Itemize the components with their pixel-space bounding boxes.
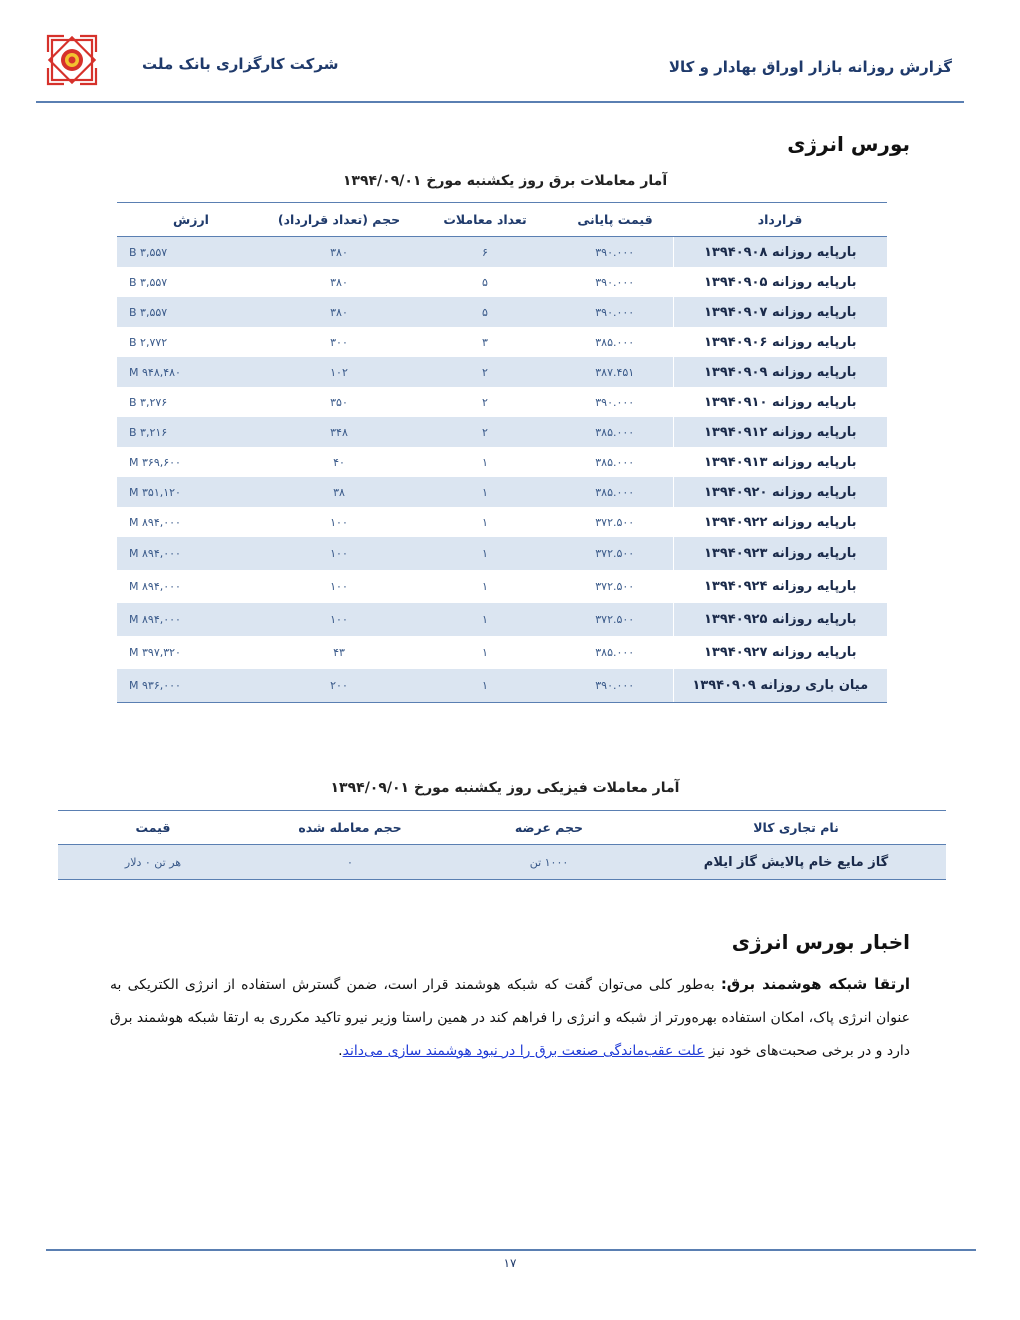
table-row [117,297,887,327]
cell-trade-count: ۵ [482,275,488,289]
cell-final-price: ۳۸۷.۴۵۱ [557,357,673,387]
cell-price: هر تن ۰ دلار [58,845,248,880]
col-header-contract: قرارداد [673,203,887,237]
news-body-text: به‌طور کلی می‌توان گفت که شبکه هوشمند قرار است، ضمن گسترش استفاده از انرژی الکتریکی به عنوان انرژی پاک، امکان استفاده بهره‌ورتر از شبکه و انرژی را فراهم کند در همین راستا وزیر نیرو تاکید مکرری به ارتقا شبکه هوشمند برق دارد و در برخی صحبت‌های خود نیز [110,977,910,1059]
cell-volume: ۴۳ [333,646,345,659]
cell-trade-count: ۳ [482,335,488,349]
cell-contract: بارپایه روزانه ۱۳۹۴۰۹۲۲ [673,507,887,537]
electricity-trades-table [117,202,887,703]
cell-contract: بارپایه روزانه ۱۳۹۴۰۹۰۵ [673,267,887,297]
cell-trade-count: ۲ [413,357,557,387]
section-title-energy-news: اخبار بورس انرژی [731,930,910,954]
company-logo-icon [44,32,100,88]
cell-trade-count: ۱ [413,669,557,703]
cell-final-price: ۳۷۲.۵۰۰ [595,580,635,593]
table-row [117,477,887,507]
table-row [117,570,887,603]
cell-value: ۲,۷۷۲ B [129,335,168,349]
cell-value: ۳,۲۱۶ B [117,417,265,447]
cell-trade-count: ۲ [413,417,557,447]
cell-volume: ۳۸۰ [330,275,348,289]
header-divider [36,101,964,103]
cell-final-price: ۳۹۰.۰۰۰ [557,297,673,327]
cell-volume: ۱۰۲ [265,357,413,387]
col-header-volume: حجم (تعداد قرارداد) [265,203,413,237]
cell-final-price: ۳۷۲.۵۰۰ [595,515,635,529]
cell-final-price: ۳۸۵.۰۰۰ [595,335,635,349]
cell-value: ۸۹۴,۰۰۰ M [129,515,181,529]
table-row [117,636,887,669]
cell-value: ۹۳۶,۰۰۰ M [117,669,265,703]
cell-contract: بارپایه روزانه ۱۳۹۴۰۹۰۶ [673,327,887,357]
col-header-supply-volume: حجم عرضه [452,811,646,845]
cell-contract: بارپایه روزانه ۱۳۹۴۰۹۲۰ [673,477,887,507]
cell-trade-count: ۵ [413,297,557,327]
electricity-table-caption: آمار معاملات برق روز یکشنبه مورخ ۱۳۹۴/۰۹/۰۱ [342,173,668,189]
cell-volume: ۴۰ [333,455,345,469]
cell-value: ۹۴۸,۴۸۰ M [117,357,265,387]
cell-value: ۳,۲۷۶ B [129,395,168,409]
section-title-energy-exchange: بورس انرژی [787,132,910,156]
cell-final-price: ۳۷۲.۵۰۰ [557,537,673,570]
cell-value: ۳۹۷,۳۲۰ M [129,646,181,659]
cell-commodity-name: گاز مایع خام پالایش گاز ایلام [646,845,946,880]
cell-trade-count: ۱ [482,455,488,469]
cell-contract: بارپایه روزانه ۱۳۹۴۰۹۰۷ [673,297,887,327]
cell-value: ۳,۵۵۷ B [129,275,168,289]
cell-traded-volume: ۰ [248,845,452,880]
cell-contract: بارپایه روزانه ۱۳۹۴۰۹۱۰ [673,387,887,417]
cell-final-price: ۳۹۰.۰۰۰ [595,275,635,289]
cell-contract: بارپایه روزانه ۱۳۹۴۰۹۰۸ [673,237,887,268]
table-row [117,387,887,417]
cell-trade-count: ۱ [413,537,557,570]
cell-final-price: ۳۸۵.۰۰۰ [595,455,635,469]
table-header-row [117,203,887,237]
cell-volume: ۳۸۰ [265,237,413,268]
cell-value: ۳,۵۵۷ B [117,237,265,268]
cell-supply-volume: ۱۰۰۰ تن [452,845,646,880]
cell-contract: بارپایه روزانه ۱۳۹۴۰۹۲۷ [673,636,887,669]
col-header-price: قیمت [58,811,248,845]
col-header-final-price: قیمت پایانی [557,203,673,237]
cell-trade-count: ۱ [482,580,488,593]
table-row [117,237,887,268]
cell-volume: ۱۰۰ [330,580,348,593]
col-header-traded-volume: حجم معامله شده [248,811,452,845]
cell-value: ۳۶۹,۶۰۰ M [129,455,181,469]
cell-contract: بارپایه روزانه ۱۳۹۴۰۹۲۵ [673,603,887,636]
table-row [117,447,887,477]
cell-trade-count: ۱ [482,515,488,529]
table-row [117,327,887,357]
news-end: . [338,1043,343,1059]
physical-table-caption: آمار معاملات فیزیکی روز یکشنبه مورخ ۱۳۹۴/۰۹/۰۱ [330,780,680,796]
table-row [117,603,887,636]
news-link[interactable]: علت عقب‌ماندگی صنعت برق را در نبود هوشمند سازی می‌داند [342,1043,705,1059]
cell-trade-count: ۱ [413,477,557,507]
cell-trade-count: ۲ [482,395,488,409]
table-row [117,669,887,703]
col-header-trade-count: تعداد معاملات [413,203,557,237]
table-header-row [58,811,946,845]
cell-contract: میان باری روزانه ۱۳۹۴۰۹۰۹ [673,669,887,703]
page-number: ۱۷ [503,1256,517,1270]
cell-trade-count: ۱ [413,603,557,636]
table-row [117,267,887,297]
cell-final-price: ۳۹۰.۰۰۰ [595,395,635,409]
cell-trade-count: ۱ [482,646,488,659]
cell-volume: ۱۰۰ [265,603,413,636]
table-row [117,357,887,387]
footer-divider [46,1249,976,1251]
cell-volume: ۱۰۰ [265,537,413,570]
cell-volume: ۳۰۰ [330,335,348,349]
cell-contract: بارپایه روزانه ۱۳۹۴۰۹۱۳ [673,447,887,477]
col-header-commodity-name: نام تجاری کالا [646,811,946,845]
cell-contract: بارپایه روزانه ۱۳۹۴۰۹۱۲ [673,417,887,447]
table-row [117,507,887,537]
news-paragraph [110,968,910,1068]
company-name: شرکت کارگزاری بانک ملت [142,55,339,73]
cell-final-price: ۳۸۵.۰۰۰ [595,646,635,659]
cell-final-price: ۳۹۰.۰۰۰ [557,237,673,268]
cell-final-price: ۳۹۰.۰۰۰ [557,669,673,703]
cell-volume: ۲۰۰ [265,669,413,703]
news-lead: ارتقا شبکه هوشمند برق: [720,975,910,993]
cell-contract: بارپایه روزانه ۱۳۹۴۰۹۲۴ [673,570,887,603]
col-header-value: ارزش [117,203,265,237]
cell-volume: ۳۴۸ [265,417,413,447]
cell-final-price: ۳۸۵.۰۰۰ [557,417,673,447]
cell-value: ۸۹۴,۰۰۰ M [129,580,181,593]
cell-value: ۸۹۴,۰۰۰ M [117,537,265,570]
table-row [117,537,887,570]
cell-final-price: ۳۸۵.۰۰۰ [557,477,673,507]
report-title: گزارش روزانه بازار اوراق بهادار و کالا [668,58,952,76]
cell-contract: بارپایه روزانه ۱۳۹۴۰۹۲۳ [673,537,887,570]
cell-volume: ۱۰۰ [330,515,348,529]
cell-value: ۳۵۱,۱۲۰ M [117,477,265,507]
table-row [58,845,946,880]
cell-volume: ۳۸ [265,477,413,507]
cell-value: ۳,۵۵۷ B [117,297,265,327]
cell-volume: ۳۵۰ [330,395,348,409]
physical-trades-table [58,810,946,880]
cell-value: ۸۹۴,۰۰۰ M [117,603,265,636]
cell-trade-count: ۶ [413,237,557,268]
cell-contract: بارپایه روزانه ۱۳۹۴۰۹۰۹ [673,357,887,387]
cell-final-price: ۳۷۲.۵۰۰ [557,603,673,636]
table-row [117,417,887,447]
cell-volume: ۳۸۰ [265,297,413,327]
